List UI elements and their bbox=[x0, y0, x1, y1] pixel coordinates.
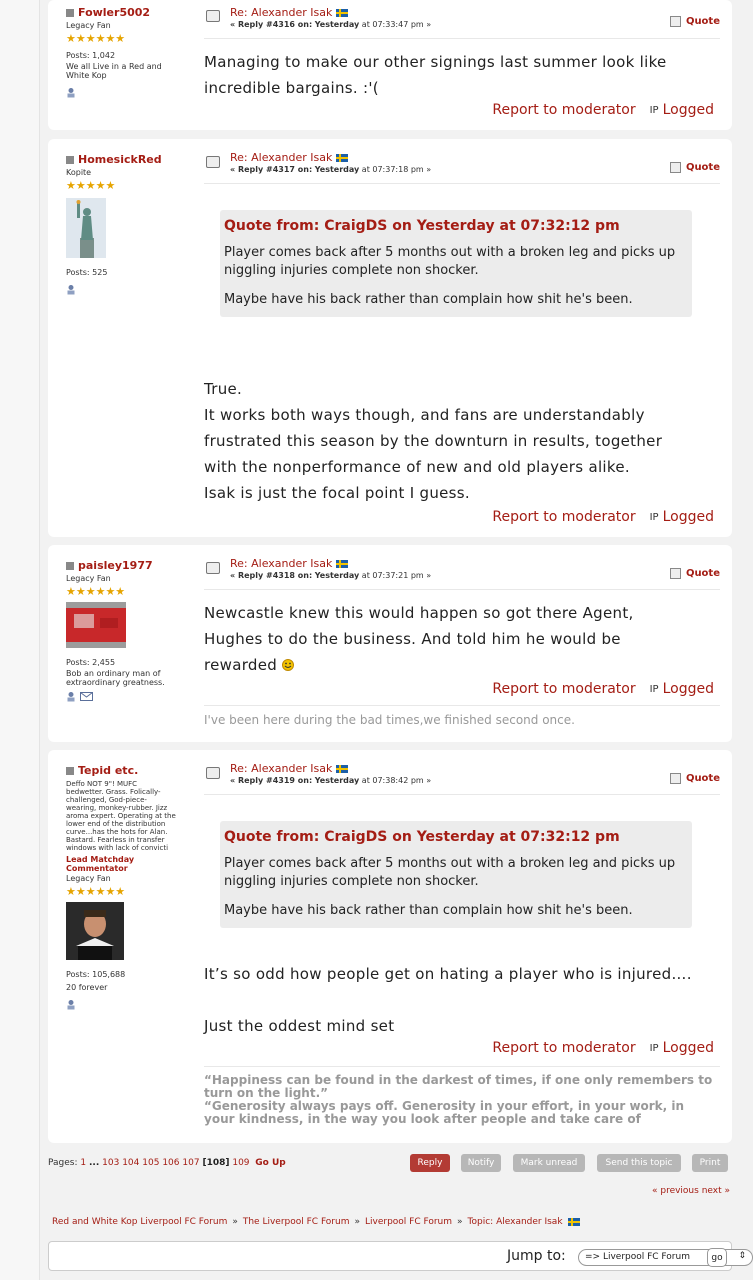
poster-rank: Legacy Fan bbox=[66, 874, 111, 883]
quote-block bbox=[220, 210, 692, 317]
page-link[interactable]: 107 bbox=[182, 1158, 200, 1168]
sweden-flag-icon bbox=[336, 9, 348, 17]
notify-button[interactable]: Notify bbox=[461, 1154, 501, 1172]
post-footer bbox=[492, 681, 714, 697]
divider bbox=[204, 183, 720, 184]
status-icon bbox=[66, 9, 74, 17]
email-icon[interactable] bbox=[80, 691, 93, 702]
profile-icon[interactable] bbox=[66, 691, 77, 702]
chevron-updown-icon: ⇕ bbox=[738, 1251, 746, 1261]
avatar bbox=[66, 602, 126, 648]
go-up-link[interactable]: Go Up bbox=[255, 1158, 286, 1168]
page-link[interactable]: 105 bbox=[142, 1158, 160, 1168]
breadcrumb: Red and White Kop Liverpool FC Forum » The Liverpool FC Forum » Liverpool FC Forum » Topic: Alexander Isak bbox=[52, 1217, 580, 1227]
post-header bbox=[230, 762, 431, 785]
post-header bbox=[230, 557, 431, 580]
page-link[interactable]: 106 bbox=[162, 1158, 180, 1168]
avatar bbox=[66, 198, 106, 258]
divider bbox=[204, 38, 720, 39]
ip-icon: IP bbox=[649, 683, 659, 695]
report-link[interactable]: Report to moderator bbox=[492, 102, 636, 118]
post-body: True. It works both ways though, and fans are understandably frustrated this season by the downturn in results, together with the nonperformance of new and old players alike. Isak is just the focal point I guess. bbox=[204, 380, 663, 502]
breadcrumb-item[interactable]: Topic: Alexander Isak bbox=[467, 1217, 563, 1227]
personal-text: Bob an ordinary man of extraordinary greatness. bbox=[66, 669, 165, 687]
page-link[interactable]: 104 bbox=[122, 1158, 140, 1168]
poster-name[interactable]: HomesickRed bbox=[66, 153, 186, 166]
quote-icon bbox=[670, 16, 681, 27]
post-body: Managing to make our other signings last summer look like incredible bargains. :'( bbox=[204, 53, 667, 97]
report-link[interactable]: Report to moderator bbox=[492, 1040, 636, 1056]
smiley-icon bbox=[282, 659, 294, 671]
breadcrumb-item[interactable]: The Liverpool FC Forum bbox=[242, 1217, 350, 1227]
print-button[interactable]: Print bbox=[692, 1154, 728, 1172]
post-header bbox=[230, 6, 431, 29]
member-group: Lead Matchday Commentator bbox=[66, 855, 135, 873]
sweden-flag-icon bbox=[568, 1218, 580, 1226]
post-body: Newcastle knew this would happen so got there Agent, Hughes to do the business. And told him he would be rewarded bbox=[204, 604, 634, 674]
post-count: Posts: 105,688 bbox=[66, 970, 126, 979]
jump-to-label: Jump to: bbox=[507, 1248, 566, 1264]
post-subject-link[interactable]: Re: Alexander Isak bbox=[230, 762, 431, 775]
post-header bbox=[230, 151, 431, 174]
post-count: Posts: 525 bbox=[66, 268, 108, 277]
mark-unread-button[interactable]: Mark unread bbox=[513, 1154, 585, 1172]
logged-ip: IP Logged bbox=[649, 1040, 714, 1056]
rank-stars-icon: ★★★★★★ bbox=[66, 885, 126, 898]
quote-icon bbox=[670, 568, 681, 579]
report-link[interactable]: Report to moderator bbox=[492, 681, 636, 697]
poster-info bbox=[66, 559, 186, 702]
post-body: It’s so odd how people get on hating a player who is injured…. Just the oddest mind set bbox=[204, 965, 692, 1035]
rank-stars-icon: ★★★★★★ bbox=[66, 32, 126, 45]
divider bbox=[204, 1066, 720, 1067]
quote-header[interactable]: Quote from: CraigDS on Yesterday at 07:32:12 pm bbox=[224, 829, 620, 845]
logged-ip: IP Logged bbox=[649, 509, 714, 525]
poster-info bbox=[66, 153, 186, 296]
profile-icon[interactable] bbox=[66, 87, 77, 98]
breadcrumb-item[interactable]: Red and White Kop Liverpool FC Forum bbox=[52, 1217, 228, 1227]
quote-header[interactable]: Quote from: CraigDS on Yesterday at 07:32:12 pm bbox=[224, 218, 620, 234]
profile-icon[interactable] bbox=[66, 999, 77, 1010]
post-subject-link[interactable]: Re: Alexander Isak bbox=[230, 557, 431, 570]
page-link[interactable]: 103 bbox=[102, 1158, 120, 1168]
quote-button[interactable]: Quote bbox=[670, 16, 720, 27]
post-subject-link[interactable]: Re: Alexander Isak bbox=[230, 6, 431, 19]
quote-button[interactable]: Quote bbox=[670, 773, 720, 784]
page-link[interactable]: 109 bbox=[232, 1158, 250, 1168]
poster-info bbox=[66, 764, 176, 1011]
quote-block bbox=[220, 821, 692, 928]
send-topic-button[interactable]: Send this topic bbox=[597, 1154, 681, 1172]
divider bbox=[204, 589, 720, 590]
post-date: « Reply #4319 on: Yesterday at 07:38:42 pm » bbox=[230, 776, 432, 785]
quote-button[interactable]: Quote bbox=[670, 568, 720, 579]
post-4317 bbox=[48, 139, 732, 537]
message-icon bbox=[206, 562, 220, 574]
post-footer bbox=[492, 509, 714, 525]
breadcrumb-item[interactable]: Liverpool FC Forum bbox=[365, 1217, 453, 1227]
logged-ip: IP Logged bbox=[649, 102, 714, 118]
post-count: Posts: 2,455 bbox=[66, 658, 116, 667]
post-4319 bbox=[48, 750, 732, 1143]
post-4316 bbox=[48, 0, 732, 130]
sweden-flag-icon bbox=[336, 765, 348, 773]
ip-icon: IP bbox=[649, 511, 659, 523]
status-icon bbox=[66, 562, 74, 570]
status-icon bbox=[66, 156, 74, 164]
previous-next-links[interactable]: « previous next » bbox=[651, 1186, 730, 1196]
post-footer bbox=[492, 102, 714, 118]
poster-name[interactable]: Tepid etc. bbox=[66, 764, 176, 777]
report-link[interactable]: Report to moderator bbox=[492, 509, 636, 525]
profile-icon[interactable] bbox=[66, 284, 77, 295]
sweden-flag-icon bbox=[336, 560, 348, 568]
quote-text: Player comes back after 5 months out with a broken leg and picks up niggling injuries complete non shocker. bbox=[224, 245, 676, 278]
quote-icon bbox=[670, 773, 681, 784]
rank-stars-icon: ★★★★★★ bbox=[66, 585, 126, 598]
message-icon bbox=[206, 767, 220, 779]
sweden-flag-icon bbox=[336, 154, 348, 162]
post-date: « Reply #4317 on: Yesterday at 07:37:18 pm » bbox=[230, 165, 432, 174]
post-date: « Reply #4316 on: Yesterday at 07:33:47 pm » bbox=[230, 20, 432, 29]
jump-to-select[interactable]: => Liverpool FC Forum ⇕ bbox=[578, 1249, 753, 1266]
reply-button[interactable]: Reply bbox=[410, 1154, 450, 1172]
personal-text: We all Live in a Red and White Kop bbox=[66, 62, 162, 80]
poster-info bbox=[66, 6, 186, 99]
status-icon bbox=[66, 767, 74, 775]
quote-text: Player comes back after 5 months out with a broken leg and picks up niggling injuries complete non shocker. bbox=[224, 856, 676, 889]
page-link[interactable]: 1 bbox=[80, 1158, 87, 1168]
custom-title: Deffo NOT 9"! MUFC bedwetter. Grass. Folically-challenged, God-piece-wearing, monkey-rubber. Jizz aroma expert. Operating at the lower end of the distribution curve...has the hots for Alan. Bastard. Fearless in transfer windows with lack of convicti bbox=[66, 780, 176, 852]
post-subject-link[interactable]: Re: Alexander Isak bbox=[230, 151, 431, 164]
quote-button[interactable]: Quote bbox=[670, 162, 720, 173]
poster-name[interactable]: Fowler5002 bbox=[66, 6, 186, 19]
poster-rank: Legacy Fan bbox=[66, 21, 111, 30]
left-gutter bbox=[0, 0, 40, 1280]
ip-icon: IP bbox=[649, 1042, 659, 1054]
divider bbox=[204, 794, 720, 795]
signature: I've been here during the bad times,we finished second once. bbox=[204, 713, 575, 727]
poster-rank: Kopite bbox=[66, 168, 92, 177]
quote-text: Maybe have his back rather than complain how shit he's been. bbox=[224, 903, 633, 918]
divider bbox=[204, 705, 720, 706]
personal-text: 20 forever bbox=[66, 983, 108, 992]
signature: “Happiness can be found in the darkest of times, if one only remembers to turn on the light.” “Generosity always pays off. Generosity in your effort, in your work, in your kindness, in the way you look after people and take care of bbox=[204, 1073, 713, 1126]
message-icon bbox=[206, 156, 220, 168]
logged-ip: IP Logged bbox=[649, 681, 714, 697]
poster-name[interactable]: paisley1977 bbox=[66, 559, 186, 572]
pagination: Pages: 1 ... 103 104 105 106 107 [108] 109 Go Up bbox=[48, 1158, 286, 1168]
quote-icon bbox=[670, 162, 681, 173]
ip-icon: IP bbox=[649, 104, 659, 116]
post-date: « Reply #4318 on: Yesterday at 07:37:21 pm » bbox=[230, 571, 432, 580]
rank-stars-icon: ★★★★★ bbox=[66, 179, 116, 192]
poster-rank: Legacy Fan bbox=[66, 574, 111, 583]
go-button[interactable]: go bbox=[707, 1248, 727, 1267]
avatar bbox=[66, 902, 124, 960]
message-icon bbox=[206, 10, 220, 22]
post-footer bbox=[492, 1040, 714, 1056]
current-page: [108] bbox=[202, 1158, 230, 1168]
jump-to-bar bbox=[48, 1241, 746, 1271]
quote-text: Maybe have his back rather than complain how shit he's been. bbox=[224, 292, 633, 307]
post-count: Posts: 1,042 bbox=[66, 51, 116, 60]
post-4318 bbox=[48, 545, 732, 742]
